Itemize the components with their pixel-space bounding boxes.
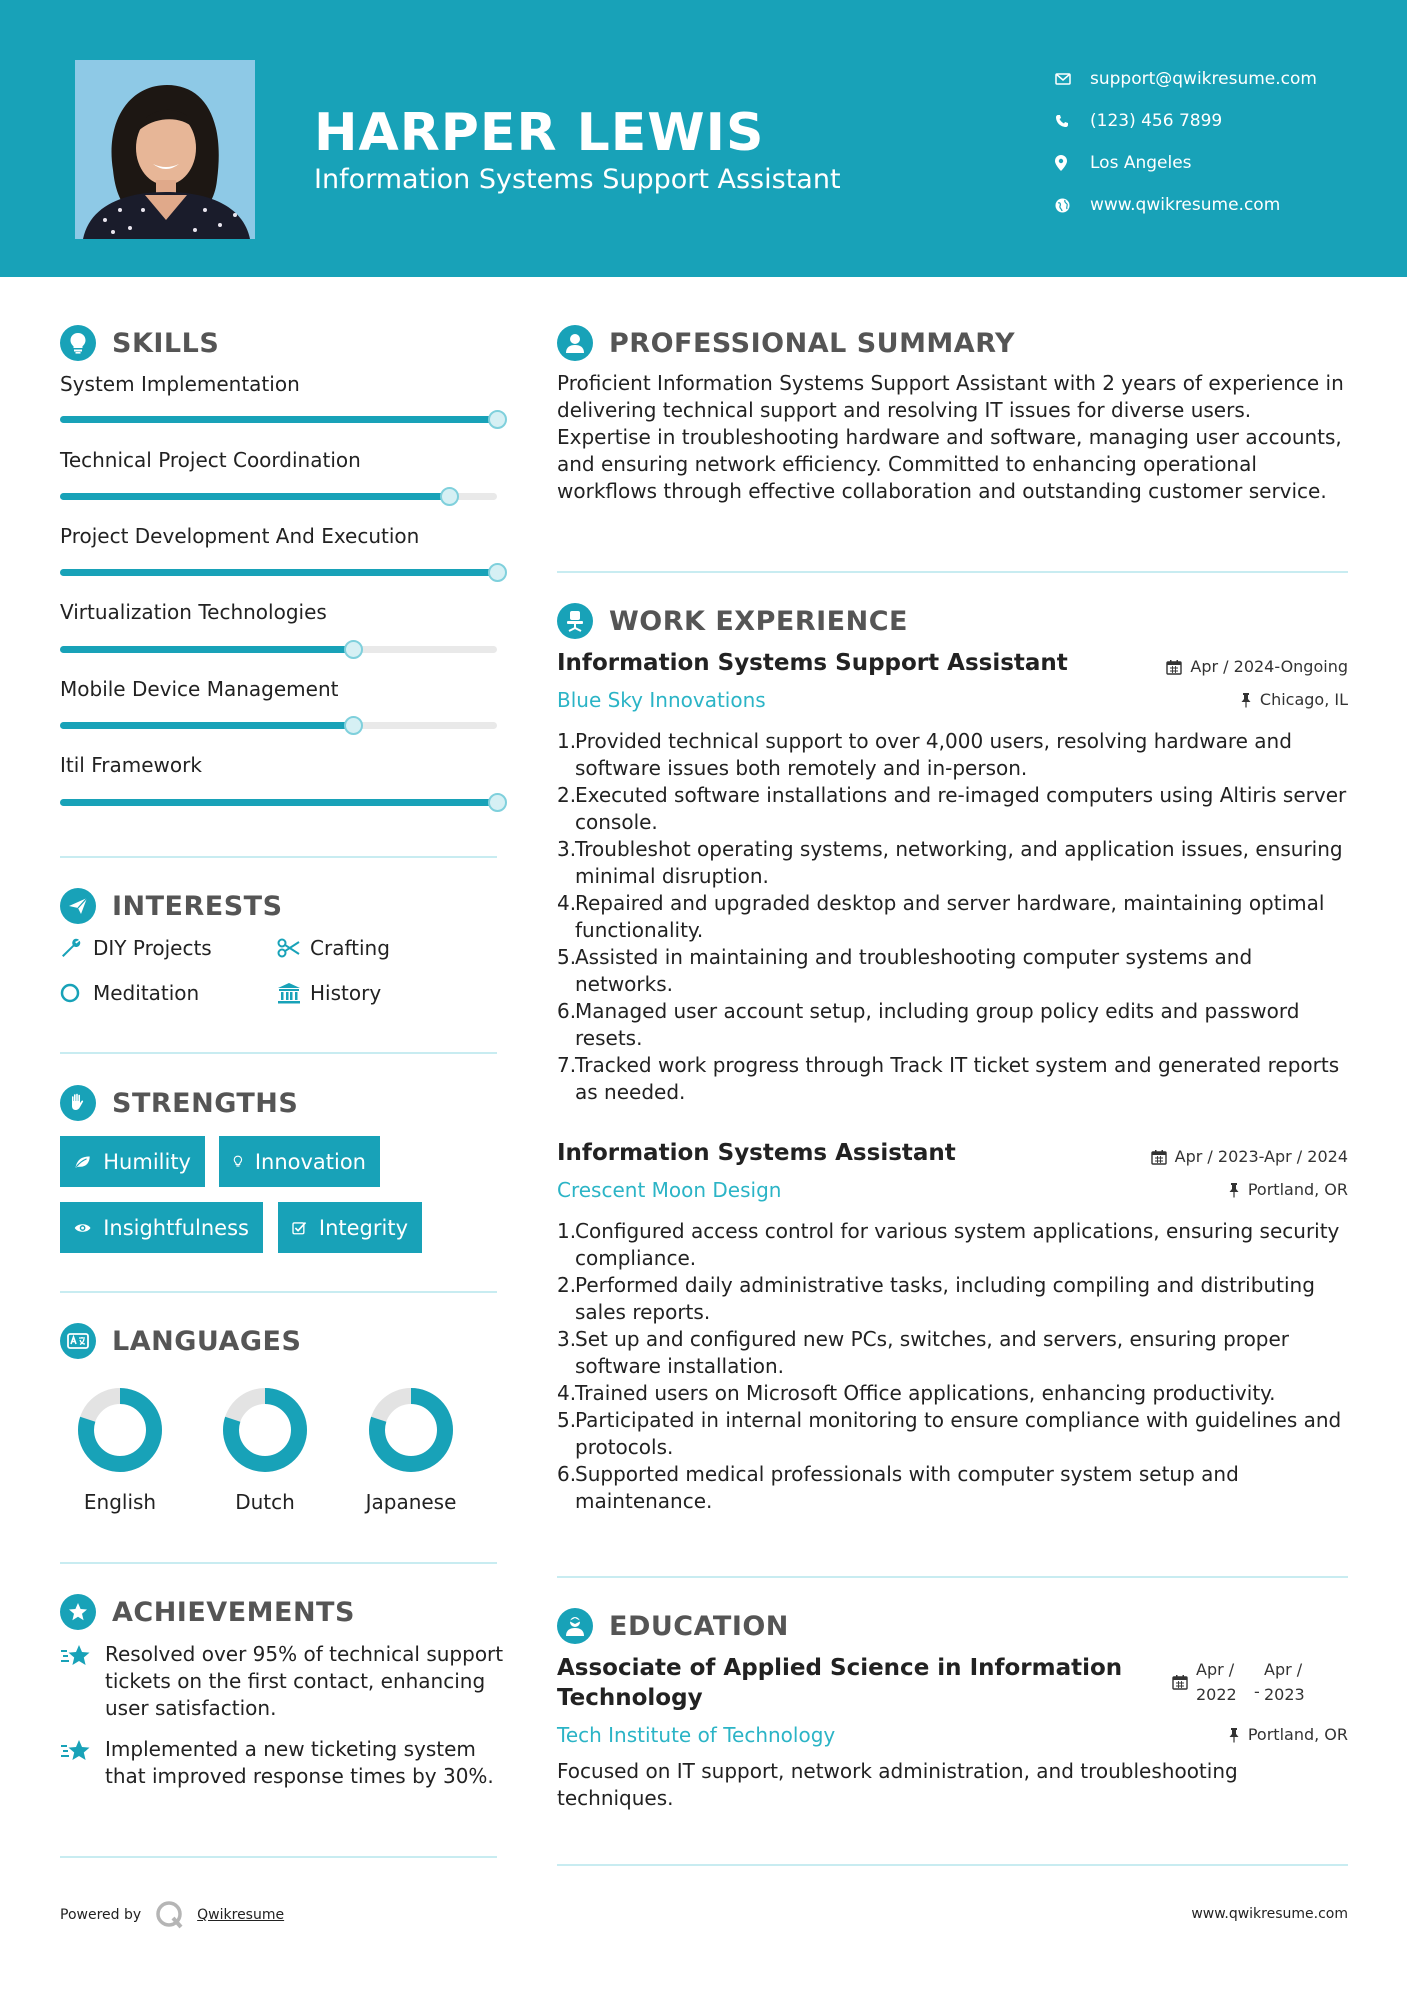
education-dates	[1172, 1657, 1314, 1707]
star-icon	[60, 1736, 105, 1790]
strength-tag	[60, 1202, 263, 1253]
experience-heading: WORK EXPERIENCE	[557, 603, 908, 639]
date-end-month: Apr /	[1264, 1660, 1303, 1679]
qwikresume-link[interactable]: Qwikresume	[197, 1907, 285, 1923]
checkbox-icon	[292, 1218, 307, 1238]
company-name: Blue Sky Innovations	[557, 688, 766, 712]
interest-label: Meditation	[93, 981, 200, 1005]
skill-bar	[60, 799, 497, 806]
list-item: 5. Participated in internal monitoring to ensure compliance with guidelines and protocols.	[557, 1408, 1342, 1459]
strengths-heading: STRENGTHS	[60, 1085, 298, 1121]
skill-bar	[60, 646, 497, 653]
job-dates: Apr / 2024-Ongoing	[1166, 657, 1348, 676]
list-item: 4. Trained users on Microsoft Office applications, enhancing productivity.	[557, 1381, 1276, 1405]
skill-bar-fill	[60, 416, 497, 423]
skill-bar-fill	[60, 722, 353, 729]
interest-item	[60, 981, 199, 1005]
leaf-icon	[74, 1153, 91, 1171]
location-text: Los Angeles	[1090, 153, 1192, 173]
section-divider	[60, 1562, 497, 1564]
website-text: www.qwikresume.com	[1090, 195, 1281, 215]
contact-list	[1055, 58, 1317, 226]
section-divider	[557, 1864, 1348, 1866]
skill-bar-fill	[60, 569, 497, 576]
interest-label: DIY Projects	[93, 936, 212, 960]
hand-icon	[60, 1085, 96, 1121]
section-divider	[557, 571, 1348, 573]
footer-powered-by: Powered by Qwikresume	[60, 1900, 284, 1930]
contact-phone[interactable]	[1055, 100, 1317, 142]
paper-plane-icon	[60, 888, 96, 924]
contact-location	[1055, 142, 1317, 184]
strength-label: Humility	[103, 1149, 191, 1174]
circle-icon	[60, 983, 93, 1003]
company-name: Crescent Moon Design	[557, 1178, 782, 1202]
skill-bar-fill	[60, 646, 353, 653]
interest-item	[60, 936, 212, 960]
candidate-name: HARPER LEWIS	[314, 103, 765, 163]
calendar-icon	[1166, 659, 1182, 675]
email-text: support@qwikresume.com	[1090, 69, 1317, 89]
skill-bar	[60, 493, 497, 500]
email-icon	[1055, 73, 1090, 85]
skills-heading: SKILLS	[60, 325, 219, 361]
interest-label: Crafting	[310, 936, 390, 960]
achievement-text: Resolved over 95% of technical support tickets on the first contact, enhancing user satisfaction.	[105, 1642, 504, 1720]
language-donut	[336, 1385, 486, 1475]
list-item: 4. Repaired and upgraded desktop and server hardware, maintaining optimal functionality.	[557, 891, 1325, 942]
list-item: 5. Assisted in maintaining and troubleshooting computer systems and networks.	[557, 945, 1253, 996]
skill-bar-knob	[440, 487, 459, 506]
skill-bar	[60, 416, 497, 423]
job-bullets	[557, 728, 1349, 1106]
job-dates: Apr / 2023-Apr / 2024	[1151, 1147, 1348, 1166]
skill-bar-knob	[344, 716, 363, 735]
strength-tag	[219, 1136, 380, 1187]
strength-label: Integrity	[318, 1215, 408, 1240]
summary-text: Proficient Information Systems Support Assistant with 2 years of experience in delivering technical support and resolving IT issues for diverse users. Expertise in troubleshooting hardware and software, managing user accounts, and ensuring network efficiency. Committed to enhancing operational workflows through effective collaboration and outstanding customer service.	[557, 371, 1344, 503]
language-donut-chart	[366, 1385, 456, 1475]
list-item: 3. Troubleshot operating systems, networking, and application issues, ensuring minimal disruption.	[557, 837, 1343, 888]
job-title: Information Systems Support Assistant	[557, 650, 1068, 676]
skill-bar-fill	[60, 799, 497, 806]
skill-bar-knob	[344, 640, 363, 659]
summary-heading: PROFESSIONAL SUMMARY	[557, 325, 1015, 361]
language-donut	[45, 1385, 195, 1475]
skill-bar-knob	[488, 793, 507, 812]
languages-heading: LANGUAGES	[60, 1323, 301, 1359]
user-icon	[557, 325, 593, 361]
candidate-title: Information Systems Support Assistant	[314, 164, 841, 195]
strength-tag	[278, 1202, 422, 1253]
eye-icon	[74, 1220, 91, 1236]
skill-label: System Implementation	[60, 372, 300, 396]
section-divider	[60, 1856, 497, 1858]
pin-icon	[1240, 692, 1252, 708]
skill-bar-fill	[60, 493, 449, 500]
wrench-icon	[60, 937, 93, 959]
globe-icon	[1055, 198, 1090, 213]
education-location: Portland, OR	[1228, 1725, 1348, 1744]
lightbulb-icon	[233, 1151, 243, 1173]
language-label: Japanese	[365, 1490, 457, 1514]
phone-text: (123) 456 7899	[1090, 111, 1223, 131]
star-icon	[60, 1641, 105, 1722]
date-end-year: 2023	[1264, 1685, 1305, 1704]
list-item: 6. Supported medical professionals with computer system setup and maintenance.	[557, 1462, 1239, 1513]
calendar-icon	[1172, 1674, 1188, 1690]
graduate-icon	[557, 1608, 593, 1644]
language-label: English	[83, 1490, 157, 1514]
degree-title: Associate of Applied Science in Information	[557, 1655, 1123, 1681]
achievements-heading: ACHIEVEMENTS	[60, 1594, 355, 1630]
pin-icon	[1228, 1727, 1240, 1743]
interests-heading: INTERESTS	[60, 888, 283, 924]
skill-label: Itil Framework	[60, 753, 202, 777]
skill-label: Project Development And Execution	[60, 524, 420, 548]
interest-item	[277, 936, 390, 960]
skill-label: Mobile Device Management	[60, 677, 339, 701]
job-bullets	[557, 1218, 1349, 1515]
contact-website[interactable]	[1055, 184, 1317, 226]
museum-icon	[277, 982, 310, 1004]
date-start-month: Apr /	[1196, 1660, 1235, 1679]
strength-tag	[60, 1136, 205, 1187]
skill-bar-knob	[488, 563, 507, 582]
language-label: Dutch	[235, 1490, 295, 1514]
achievement-item	[60, 1736, 510, 1790]
list-item: 1. Configured access control for various system applications, ensuring security compliance.	[557, 1219, 1340, 1270]
skill-bar-knob	[488, 410, 507, 429]
language-icon	[60, 1323, 96, 1359]
job-title: Information Systems Assistant	[557, 1140, 956, 1166]
contact-email[interactable]	[1055, 58, 1317, 100]
star-badge-icon	[60, 1594, 96, 1630]
language-donut	[190, 1385, 340, 1475]
school-name: Tech Institute of Technology	[557, 1723, 836, 1747]
section-divider	[60, 856, 497, 858]
header-banner	[0, 0, 1407, 277]
phone-icon	[1055, 114, 1090, 128]
section-divider	[60, 1291, 497, 1293]
pin-icon	[1228, 1182, 1240, 1198]
profile-photo	[75, 60, 255, 239]
list-item: 1. Provided technical support to over 4,000 users, resolving hardware and software issues both remotely and in-person.	[557, 729, 1292, 780]
job-location: Chicago, IL	[1240, 690, 1348, 709]
date-separator: -	[1254, 1681, 1260, 1701]
skill-label: Technical Project Coordination	[60, 448, 361, 472]
language-donut-chart	[75, 1385, 165, 1475]
education-description: Focused on IT support, network administration, and troubleshooting techniques.	[557, 1759, 1238, 1810]
job-location: Portland, OR	[1228, 1180, 1348, 1199]
degree-title-line2: Technology	[557, 1685, 703, 1711]
footer-website[interactable]: www.qwikresume.com	[1191, 1906, 1348, 1922]
lightbulb-icon	[60, 325, 96, 361]
section-divider	[60, 1052, 497, 1054]
interest-item	[277, 981, 381, 1005]
section-divider	[557, 1576, 1348, 1578]
date-start-year: 2022	[1196, 1685, 1237, 1704]
interest-label: History	[310, 981, 382, 1005]
strength-label: Innovation	[254, 1149, 366, 1174]
achievement-text: Implemented a new ticketing system that improved response times by 30%.	[105, 1737, 494, 1788]
scissors-icon	[277, 938, 310, 958]
map-pin-icon	[1055, 155, 1090, 171]
achievement-item	[60, 1641, 510, 1722]
strength-label: Insightfulness	[103, 1215, 249, 1240]
skill-bar	[60, 569, 497, 576]
list-item: 7. Tracked work progress through Track IT ticket system and generated reports as needed.	[557, 1053, 1340, 1104]
chair-icon	[557, 603, 593, 639]
education-heading: EDUCATION	[557, 1608, 789, 1644]
calendar-icon	[1151, 1149, 1167, 1165]
list-item: 6. Managed user account setup, including group policy edits and password resets.	[557, 999, 1300, 1050]
list-item: 2. Executed software installations and re-imaged computers using Altiris server console.	[557, 783, 1347, 834]
skill-bar	[60, 722, 497, 729]
list-item: 3. Set up and configured new PCs, switches, and servers, ensuring proper software installation.	[557, 1327, 1290, 1378]
list-item: 2. Performed daily administrative tasks, including compiling and distributing sales reports.	[557, 1273, 1315, 1324]
language-donut-chart	[220, 1385, 310, 1475]
qwikresume-logo-icon	[155, 1900, 185, 1930]
skill-label: Virtualization Technologies	[60, 600, 327, 624]
